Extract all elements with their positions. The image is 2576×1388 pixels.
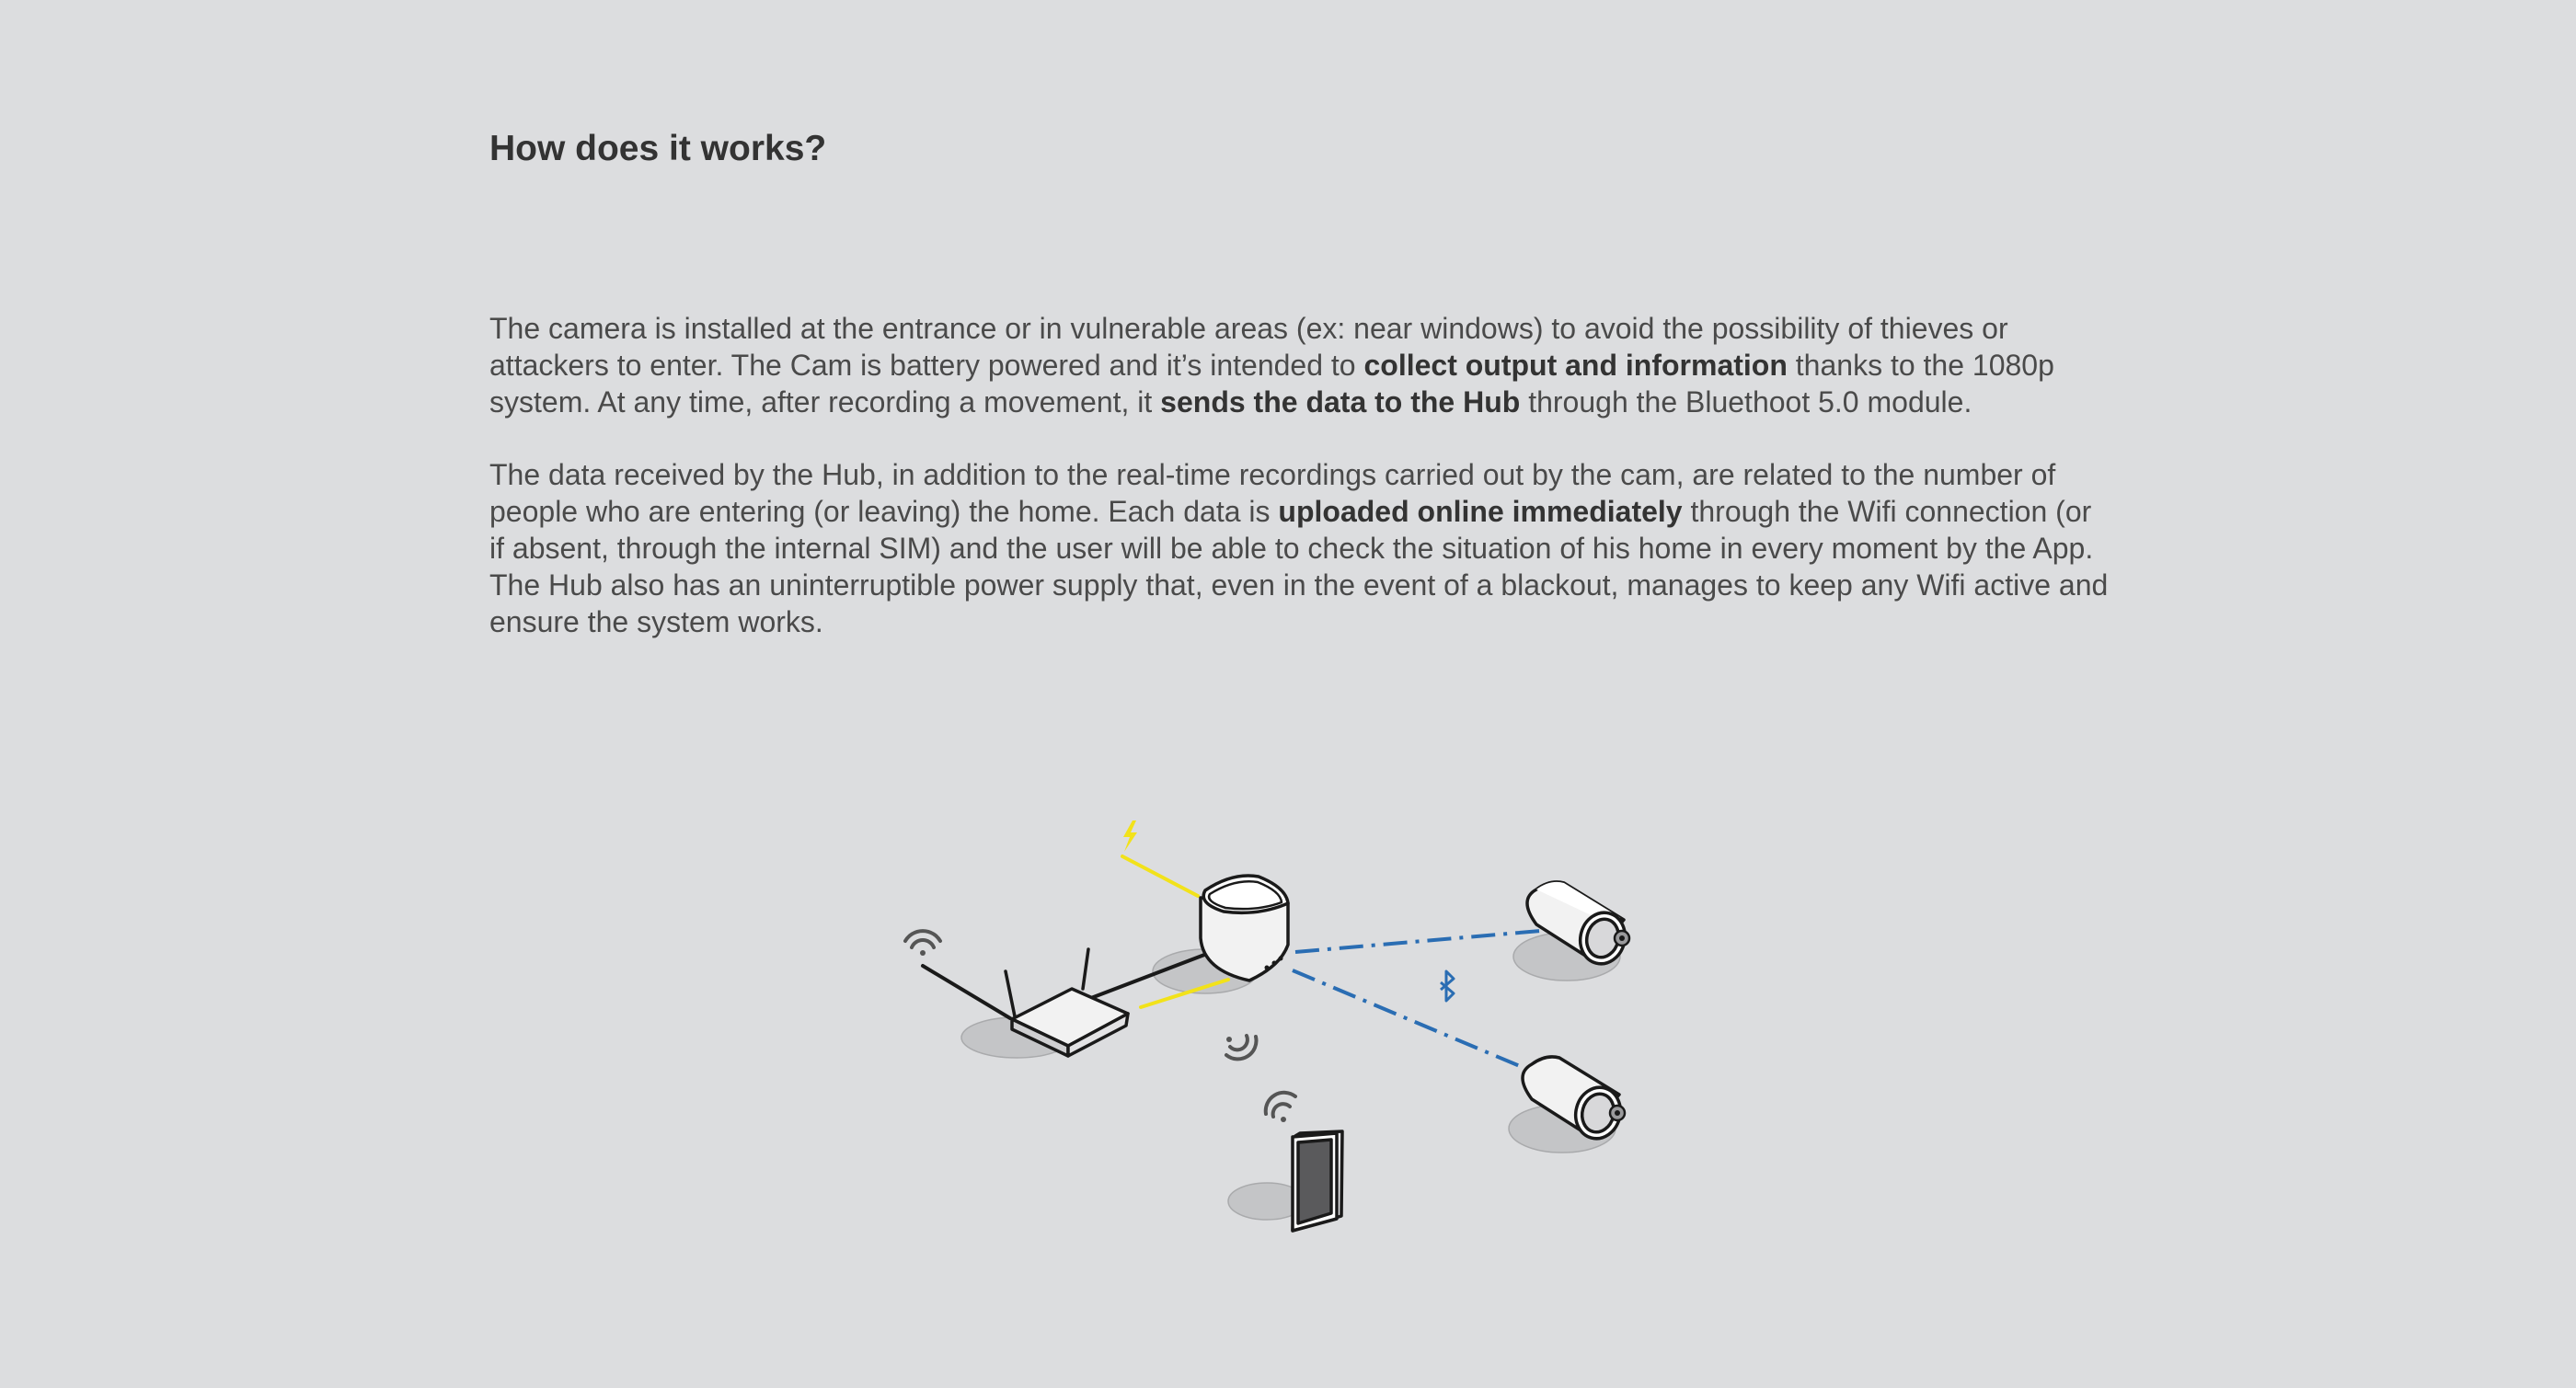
lightning-icon: [1123, 820, 1137, 852]
smartphone: [1293, 1131, 1342, 1231]
paragraph-1-text-2: thanks to the 1080p system. At any time, after recording a movement, it: [489, 349, 2054, 419]
paragraph-2-text-1: The data received by the Hub, in addition to the real-time recordings carried out by the cam, are related to the number of people who are entering (or leaving) the home. Each data is: [489, 458, 2056, 528]
paragraph-2-bold-1: uploaded online immediately: [1278, 495, 1683, 528]
paragraph-1-bold-1: collect output and information: [1363, 349, 1788, 382]
wifi-signal-icon: [1266, 1093, 1295, 1122]
paragraph-1-bold-2: sends the data to the Hub: [1160, 385, 1521, 419]
system-diagram: [902, 800, 1684, 1242]
paragraph-1-text-3: through the Bluethoot 5.0 module.: [1520, 385, 1972, 419]
wifi-signal-icon: [1226, 1036, 1256, 1059]
hub: [1201, 876, 1288, 981]
page-title: How does it works?: [489, 129, 827, 168]
paragraph-1-text-1: The camera is installed at the entrance or in vulnerable areas (ex: near windows) to avoid the possibility of thieves or attackers to enter. The Cam is battery powered and it’s intended to: [489, 312, 2008, 382]
description-paragraph-1: [489, 310, 2109, 420]
paragraph-2-text-2: through the Wifi connection (or if absent, through the internal SIM) and the user will be able to check the situation of his home in every moment by the App. The Hub also has an uninterruptible power supply that, even in the event of a blackout, manages to keep any Wifi active and ensure the system works.: [489, 495, 2109, 638]
bluetooth-icon: [1441, 971, 1454, 1001]
description-paragraph-2: [489, 456, 2109, 640]
wifi-icon: [905, 931, 940, 956]
